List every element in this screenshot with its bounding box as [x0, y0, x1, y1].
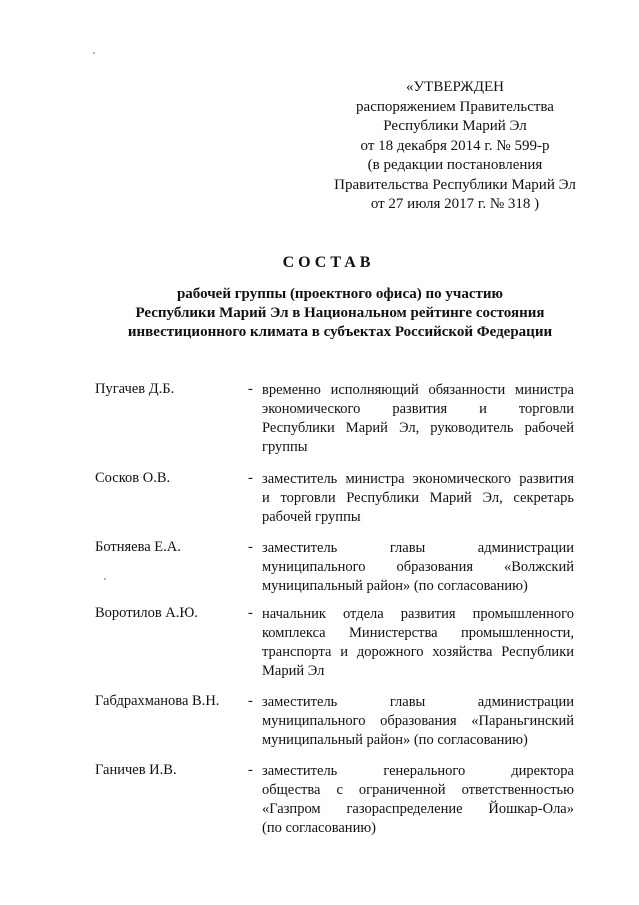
member-role — [262, 470, 574, 527]
member-role-line: Республики Марий Эл, руководитель рабочей — [262, 420, 574, 436]
member-role-line: комплекса Министерства промышленности, — [262, 625, 574, 641]
member-role — [262, 605, 574, 681]
approval-stamp — [300, 78, 610, 215]
member-role-line: «Газпром газораспределение Йошкар-Ола» — [262, 801, 574, 817]
member-role-line: муниципального образования «Параньгинский — [262, 713, 574, 729]
scan-speck — [104, 578, 106, 580]
member-role-line: начальник отдела развития промышленного — [262, 606, 574, 622]
member-name: Ганичев И.В. — [95, 762, 177, 778]
member-name: Ботняева Е.А. — [95, 539, 181, 555]
member-name: Воротилов А.Ю. — [95, 605, 198, 621]
member-role-line: временно исполняющий обязанности министра — [262, 382, 574, 398]
subtitle-line: рабочей группы (проектного офиса) по участию — [176, 286, 504, 302]
approval-line: Правительства Республики Марий Эл — [334, 176, 576, 193]
member-role-line: экономического развития и торговли — [262, 401, 574, 417]
approval-line: распоряжением Правительства — [356, 98, 554, 115]
document-title: СОСТАВ — [282, 254, 375, 271]
member-role-line: муниципальный район» (по согласованию) — [262, 732, 528, 748]
member-role-line: заместитель министра экономического развития — [262, 471, 574, 487]
member-name: Сосков О.В. — [95, 470, 171, 486]
member-name: Пугачев Д.Б. — [95, 381, 175, 397]
approval-line: от 27 июля 2017 г. № 318 ) — [370, 196, 540, 212]
member-role-line: Марий Эл — [262, 663, 325, 679]
member-dash: - — [248, 762, 253, 778]
member-dash: - — [248, 381, 253, 397]
approval-line: «УТВЕРЖДЕН — [406, 79, 504, 95]
subtitle-line: Республики Марий Эл в Национальном рейтинге состояния — [135, 305, 545, 321]
member-role — [262, 381, 574, 457]
member-role — [262, 693, 574, 750]
member-role-line: транспорта и дорожного хозяйства Республики — [262, 644, 574, 660]
member-role-line: заместитель главы администрации — [262, 694, 574, 710]
member-name: Габдрахманова В.Н. — [95, 693, 220, 709]
subtitle-line: инвестиционного климата в субъектах Российской Федерации — [127, 324, 553, 340]
document-subtitle — [80, 285, 600, 342]
member-dash: - — [248, 470, 253, 486]
scan-speck — [93, 52, 95, 54]
member-role-line: заместитель генерального директора — [262, 763, 574, 779]
member-role-line: муниципальный район» (по согласованию) — [262, 578, 528, 594]
member-dash: - — [248, 539, 253, 555]
member-role-line: рабочей группы — [262, 509, 361, 525]
member-role — [262, 539, 574, 596]
approval-line: от 18 декабря 2014 г. № 599-р — [360, 137, 550, 154]
member-role-line: заместитель главы администрации — [262, 540, 574, 556]
member-role-line: (по согласованию) — [262, 820, 376, 836]
member-role-line: общества с ограниченной ответственностью — [262, 782, 574, 798]
member-dash: - — [248, 693, 253, 709]
member-role-line: и торговли Республики Марий Эл, секретарь — [262, 490, 574, 506]
member-dash: - — [248, 605, 253, 621]
approval-line: Республики Марий Эл — [383, 118, 527, 134]
member-role — [262, 762, 574, 838]
member-role-line: группы — [262, 439, 308, 455]
approval-line: (в редакции постановления — [367, 157, 543, 173]
member-role-line: муниципального образования «Волжский — [262, 559, 574, 575]
